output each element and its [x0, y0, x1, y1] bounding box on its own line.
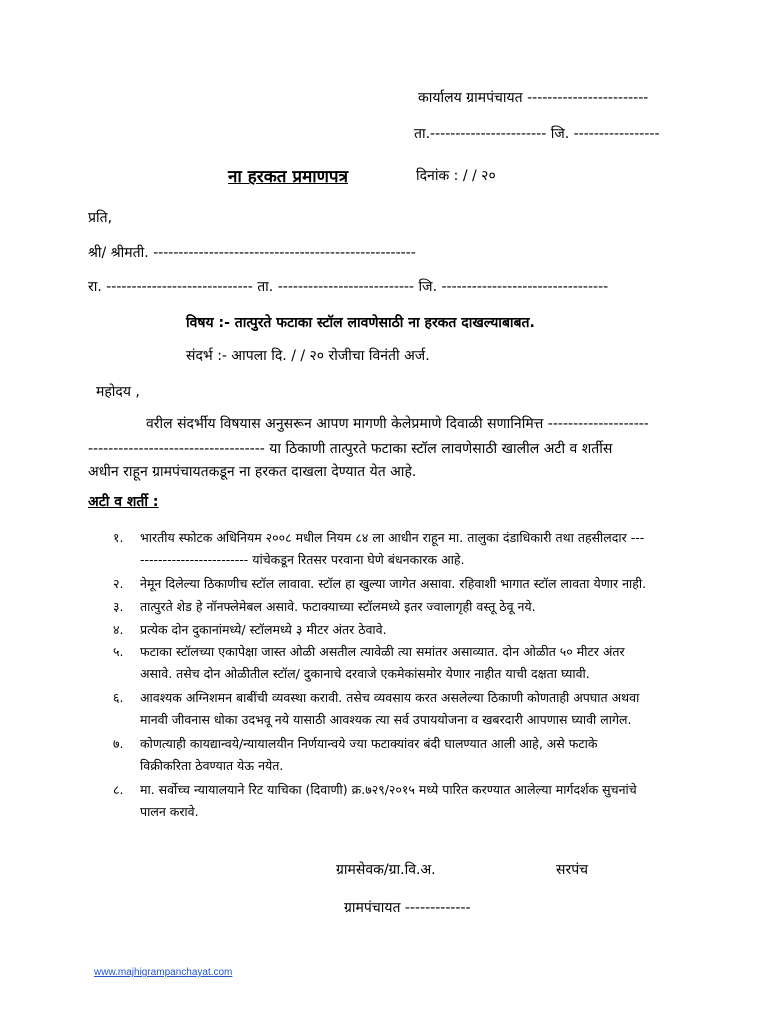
condition-number: ६. — [113, 690, 124, 705]
condition-number: २. — [113, 576, 124, 591]
condition-number: ४. — [113, 622, 124, 637]
condition-text: मा. सर्वोच्च न्यायालयाने रिट याचिका (दिवाणी) क्र.७२९/२०१५ मध्ये पारित करण्यात आलेल्या मार्गदर्शक सुचनांचे — [140, 782, 637, 797]
footer-website-link[interactable]: www.majhigrampanchayat.com — [94, 967, 233, 978]
condition-text: कोणत्याही कायद्यान्वये/न्यायालयीन निर्णयान्वये ज्या फटाक्यांवर बंदी घालण्यात आली आहे, असे फटाके — [140, 736, 598, 751]
condition-text: तात्पुरते शेड हे नॉनफ्लेमेबल असावे. फटाक्याच्या स्टॉलमध्ये इतर ज्वालागृही वस्तू ठेवू नये. — [140, 599, 536, 614]
condition-text: ------------------------ यांचेकडून रितसर परवाना घेणे बंधनकारक आहे. — [140, 552, 465, 567]
recipient-to: प्रति, — [88, 210, 113, 226]
condition-text: विक्रीकरिता ठेवण्यात येऊ नयेत. — [140, 758, 284, 773]
salutation: महोदय , — [96, 384, 140, 400]
condition-text: पालन करावे. — [140, 804, 199, 819]
conditions-heading: अटी व शर्ती : — [88, 494, 159, 510]
condition-text: नेमून दिलेल्या ठिकाणीच स्टॉल लावावा. स्टॉल हा खुल्या जागेत असावा. रहिवाशी भागात स्टॉल लावता येणार नाही. — [140, 576, 647, 591]
condition-number: ७. — [113, 736, 124, 751]
condition-number: ५. — [113, 644, 124, 659]
taluka-district-line: ता.----------------------- जि. ----------------- — [414, 126, 660, 142]
reference-line: संदर्भ :- आपला दि. / / २० रोजीचा विनंती अर्ज. — [186, 348, 430, 364]
sarpanch-signature-label: सरपंच — [556, 862, 589, 878]
body-line-2: ----------------------------------- या ठिकाणी तात्पुरते फटाका स्टॉल लावणेसाठी खालील अटी व शर्तीस — [88, 441, 613, 457]
condition-text: भारतीय स्फोटक अधिनियम २००८ मधील नियम ८४ ला आधीन राहून मा. तालुका दंडाधिकारी तथा तहसीलदार --- — [140, 530, 645, 545]
recipient-address-line: रा. ----------------------------- ता. --------------------------- जि. --------------------------------- — [88, 279, 609, 295]
date-line: दिनांक : / / २० — [416, 168, 496, 184]
condition-text: आवश्यक अग्निशमन बाबींची व्यवस्था करावी. तसेच व्यवसाय करत असलेल्या ठिकाणी कोणताही अपघात अथवा — [140, 690, 640, 705]
condition-text: फटाका स्टॉलच्या एकापेक्षा जास्त ओळी असतील त्यावेळी त्या समांतर असाव्यात. दोन ओळीत ५० मीटर अंतर — [140, 644, 625, 659]
grampanchayat-signature-label: ग्रामपंचायत ------------- — [344, 900, 471, 916]
condition-text: मानवी जीवनास धोका उदभवू नये यासाठी आवश्यक त्या सर्व उपाययोजना व खबरदारी आपणास घ्यावी लागेल. — [140, 712, 632, 727]
body-line-1: वरील संदर्भीय विषयास अनुसरून आपण मागणी केलेप्रमाणे दिवाळी सणानिमित्त -------------------- — [146, 416, 649, 432]
condition-number: ८. — [113, 782, 124, 797]
body-line-3: अधीन राहून ग्रामपंचायतकडून ना हरकत दाखला देण्यात येत आहे. — [88, 464, 417, 480]
condition-number: ३. — [113, 599, 124, 614]
subject-line: विषय :- तात्पुरते फटाका स्टॉल लावणेसाठी ना हरकत दाखल्याबाबत. — [186, 315, 535, 331]
condition-text: असावे. तसेच दोन ओळीतील स्टॉल/ दुकानाचे दरवाजे एकमेकांसमोर येणार नाहीत याची दक्षता घ्यावी. — [140, 666, 590, 681]
office-line: कार्यालय ग्रामपंचायत ------------------------ — [418, 90, 649, 106]
condition-text: प्रत्येक दोन दुकानांमध्ये/ स्टॉलमध्ये ३ मीटर अंतर ठेवावे. — [140, 622, 387, 637]
recipient-name-line: श्री/ श्रीमती. ---------------------------------------------------- — [88, 245, 416, 261]
gramsevak-signature-label: ग्रामसेवक/ग्रा.वि.अ. — [336, 862, 436, 878]
condition-number: १. — [113, 530, 124, 545]
page-title: ना हरकत प्रमाणपत्र — [228, 167, 348, 187]
